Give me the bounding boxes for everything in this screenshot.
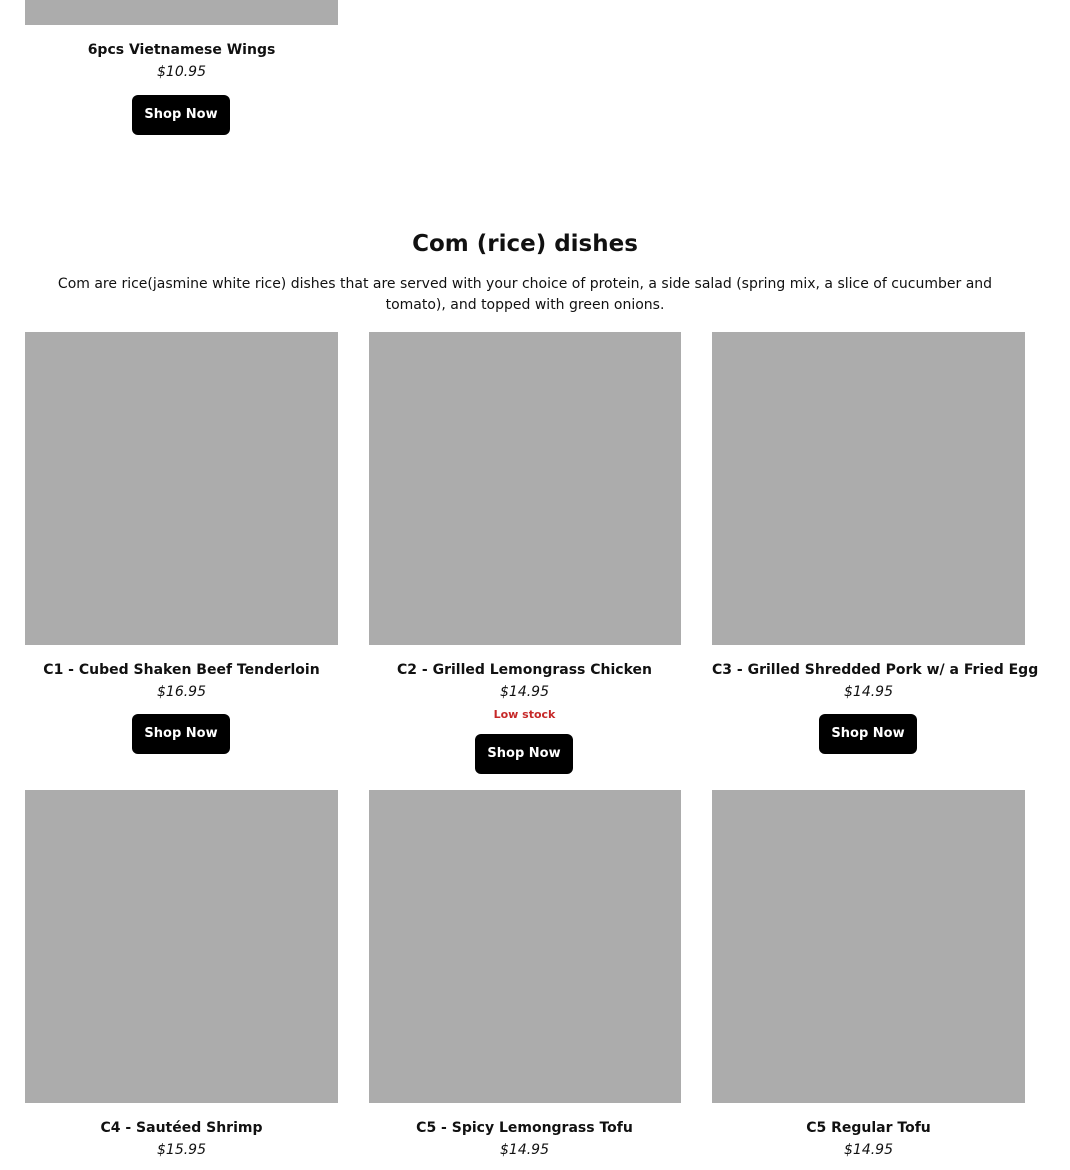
product-price: $14.95 — [500, 1142, 549, 1158]
product-card — [25, 0, 338, 140]
product-price: $16.95 — [157, 684, 206, 700]
section-description: Com are rice(jasmine white rice) dishes that are served with your choice of protein, a side salad (spring mix, a slice of cucumber and tomato), and topped with green onions. — [57, 276, 993, 313]
shop-now-button[interactable]: Shop Now — [132, 714, 230, 754]
product-name[interactable]: C5 Regular Tofu — [806, 1120, 931, 1136]
product-price: $15.95 — [157, 1142, 206, 1158]
product-card — [368, 1103, 681, 1170]
shop-now-button[interactable]: Shop Now — [475, 734, 573, 774]
section-title: Com (rice) dishes — [412, 231, 638, 257]
product-image[interactable] — [25, 332, 338, 645]
product-price: $14.95 — [844, 1142, 893, 1158]
product-name[interactable]: C4 - Sautéed Shrimp — [100, 1120, 263, 1136]
product-image[interactable] — [712, 790, 1025, 1103]
shop-now-button[interactable]: Shop Now — [819, 714, 917, 754]
low-stock-badge: Low stock — [493, 708, 556, 721]
product-name[interactable]: C1 - Cubed Shaken Beef Tenderloin — [43, 662, 320, 678]
shop-now-button[interactable]: Shop Now — [132, 95, 230, 135]
product-image[interactable] — [712, 332, 1025, 645]
product-card — [25, 645, 338, 760]
product-price: $14.95 — [844, 684, 893, 700]
product-name[interactable]: 6pcs Vietnamese Wings — [87, 42, 276, 58]
product-image[interactable] — [369, 332, 681, 645]
product-image[interactable] — [369, 790, 681, 1103]
product-name[interactable]: C5 - Spicy Lemongrass Tofu — [416, 1120, 633, 1136]
product-price: $14.95 — [500, 684, 549, 700]
product-name[interactable]: C2 - Grilled Lemongrass Chicken — [397, 662, 652, 678]
product-card — [368, 645, 681, 780]
product-image[interactable] — [25, 790, 338, 1103]
product-card — [712, 1103, 1025, 1170]
product-price: $10.95 — [157, 64, 206, 80]
product-name[interactable]: C3 - Grilled Shredded Pork w/ a Fried Egg — [712, 662, 1039, 678]
product-card — [25, 1103, 338, 1170]
product-card — [712, 645, 1039, 760]
